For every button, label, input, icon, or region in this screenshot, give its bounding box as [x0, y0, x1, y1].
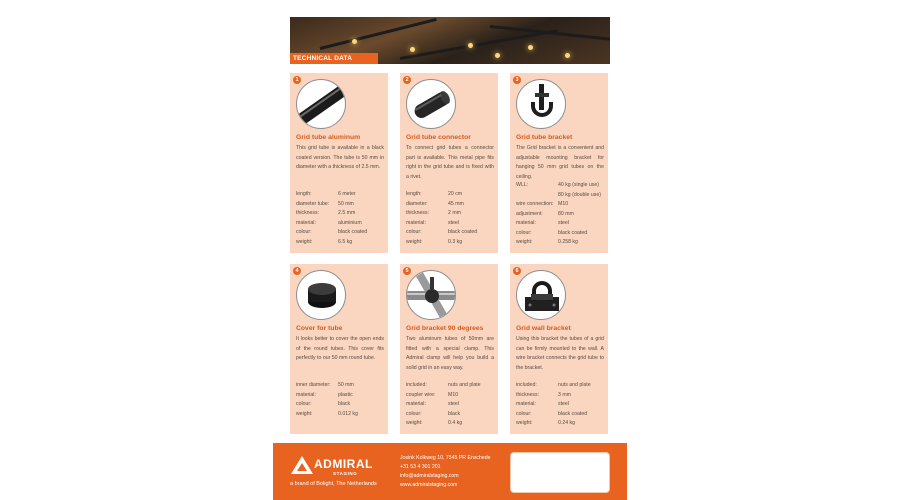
- spec-row: length: 20 cm: [406, 191, 463, 197]
- spec-row: coupler wire: M10: [406, 391, 459, 398]
- product-description: To connect grid tubes a connector part is available. This metal pipe fits right in the grid tube and is fixed with a rivet.: [406, 145, 494, 180]
- header-banner-photo: [290, 17, 610, 64]
- spec-row: material: plastic: [296, 391, 353, 398]
- tube-cover-image: [296, 270, 346, 320]
- product-card-grid-tube-aluminum: [290, 73, 388, 253]
- footer-bar: [273, 443, 627, 500]
- spec-list: [406, 381, 498, 429]
- spec-row: thickness: 2 mm: [406, 210, 461, 216]
- spec-row: thickness: 2.5 mm: [296, 210, 356, 216]
- grid-tube-image: [296, 79, 346, 129]
- product-title: Grid tube connector: [406, 134, 471, 141]
- spec-row: WLL: 40 kg (single use): [516, 182, 599, 188]
- spec-list: [296, 190, 388, 247]
- contact-address: Josink Kolkweg 10, 7545 PR Enschede: [400, 455, 491, 461]
- spec-list: [406, 190, 498, 247]
- product-sheet-page: [273, 0, 627, 500]
- spec-row: weight: 0.3 kg: [406, 238, 463, 245]
- spec-row: adjustment: 80 mm: [516, 210, 574, 217]
- spec-row: 80 kg (double use): [558, 191, 601, 198]
- spec-row: weight: 0.4 kg: [406, 420, 463, 426]
- spec-row: diameter tube: 50 mm: [296, 200, 354, 207]
- spec-row: colour: black coated: [516, 229, 588, 236]
- spec-row: material: steel: [406, 401, 459, 407]
- brand-logo-subtext: STAGING: [333, 471, 358, 476]
- bracket-90-image: [406, 270, 456, 320]
- item-number-badge: 5: [403, 267, 411, 275]
- spec-row: weight: 0.012 kg: [296, 410, 358, 417]
- product-title: Grid wall bracket: [516, 325, 571, 332]
- item-number-badge: 6: [513, 267, 521, 275]
- product-card-cover-for-tube: [290, 264, 388, 434]
- product-card-grid-tube-connector: [400, 73, 498, 253]
- item-number-badge: 4: [293, 267, 301, 275]
- spec-row: colour: black: [296, 401, 351, 407]
- brand-logo-text: ADMIRAL: [314, 457, 373, 471]
- wall-bracket-image: [516, 270, 566, 320]
- spec-row: included: nuts and plate: [516, 382, 591, 388]
- product-description: Using this bracket the tubes of a grid can be firmly mounted to the wall. A wire bracket connects the grid tube to the bracket.: [516, 336, 604, 371]
- product-card-grid-wall-bracket: [510, 264, 608, 434]
- spec-row: wire connection: M10: [516, 201, 569, 207]
- product-title: Grid tube aluminum: [296, 134, 361, 141]
- spec-row: colour: black coated: [516, 410, 588, 417]
- tube-bracket-image: [516, 79, 566, 129]
- item-number-badge: 2: [403, 76, 411, 84]
- dealer-stamp-box: [510, 452, 610, 493]
- spec-row: inner diameter: 50 mm: [296, 382, 354, 388]
- spec-row: material: steel: [516, 220, 569, 226]
- contact-website[interactable]: www.admiralstaging.com: [400, 482, 458, 488]
- spec-row: weight: 6.5 kg: [296, 238, 353, 245]
- contact-email[interactable]: info@admiralstaging.com: [400, 473, 459, 479]
- spec-row: weight: 0.258 kg: [516, 239, 578, 245]
- product-description: It looks better to cover the open ends of the round tubes. This cover fits perfectly to our 50 mm round tube.: [296, 336, 384, 361]
- product-description: Two aluminum tubes of 50mm are fitted with a special clamp. This Admiral clamp will help you build a solid grid in an easy way.: [406, 336, 494, 371]
- product-title: Cover for tube: [296, 325, 343, 332]
- tube-connector-image: [406, 79, 456, 129]
- spec-row: length: 6 meter: [296, 191, 356, 197]
- product-title: Grid tube bracket: [516, 134, 573, 141]
- spec-row: diameter: 45 mm: [406, 200, 464, 207]
- spec-row: thickness: 3 mm: [516, 391, 571, 398]
- product-description: This grid tube is available in a black coated version. The tube is 50 mm in diameter with a thickness of 2.5 mm.: [296, 145, 384, 170]
- spec-list: [296, 381, 388, 419]
- product-title: Grid bracket 90 degrees: [406, 325, 484, 332]
- spec-row: material: steel: [516, 401, 569, 407]
- spec-row: weight: 0.24 kg: [516, 420, 576, 426]
- product-description: The Grid bracket is a convenient and adjustable mounting bracket for hanging 50 mm grid tubes on the ceiling.: [516, 145, 604, 180]
- spec-row: colour: black: [406, 410, 461, 417]
- product-card-grid-bracket-90: [400, 264, 498, 434]
- item-number-badge: 1: [293, 76, 301, 84]
- technical-data-label: TECHNICAL DATA: [290, 53, 378, 64]
- admiral-logo-icon: [291, 456, 313, 474]
- brand-tagline: a brand of Bolight, The Netherlands: [290, 481, 377, 487]
- item-number-badge: 3: [513, 76, 521, 84]
- contact-info: [400, 454, 491, 490]
- spec-list: [516, 181, 608, 248]
- spec-list: [516, 381, 608, 429]
- spec-row: colour: black coated: [296, 229, 368, 235]
- product-card-grid-tube-bracket: [510, 73, 608, 253]
- spec-row: material: steel: [406, 219, 459, 226]
- spec-row: included: nuts and plate: [406, 382, 481, 388]
- spec-row: colour: black coated: [406, 229, 478, 235]
- contact-phone[interactable]: +31 53 4 301 201: [400, 464, 441, 470]
- spec-row: material: aluminium: [296, 219, 362, 226]
